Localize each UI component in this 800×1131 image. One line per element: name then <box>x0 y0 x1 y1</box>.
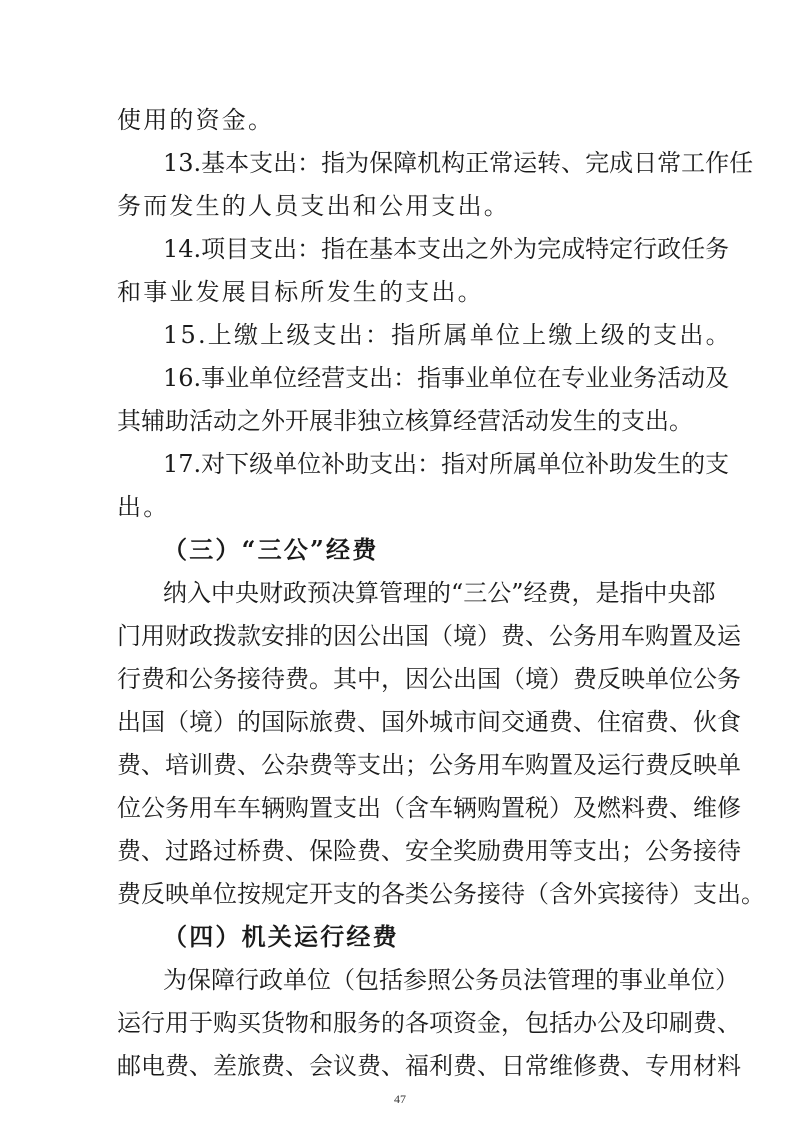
text-line: 纳入中央财政预决算管理的“三公”经费，是指中央部 <box>163 579 716 607</box>
text-line: 和事业发展目标所发生的支出。 <box>117 278 484 306</box>
text-line: 运行用于购买货物和服务的各项资金，包括办公及印刷费、 <box>117 1009 741 1037</box>
text-line: 费反映单位按规定开支的各类公务接待（含外宾接待）支出。 <box>117 880 765 908</box>
text-line: 费、过路过桥费、保险费、安全奖励费用等支出；公务接待 <box>117 837 741 865</box>
page-number: 47 <box>394 1092 406 1106</box>
text-line: 邮电费、差旅费、会议费、福利费、日常维修费、专用材料 <box>117 1052 741 1080</box>
text-line: 出。 <box>117 493 170 521</box>
text-line: 14.项目支出：指在基本支出之外为完成特定行政任务 <box>163 235 730 263</box>
text-line: 16.事业单位经营支出：指事业单位在专业业务活动及 <box>163 364 730 392</box>
text-line: 费、培训费、公杂费等支出；公务用车购置及运行费反映单 <box>117 751 741 779</box>
text-line: 其辅助活动之外开展非独立核算经营活动发生的支出。 <box>117 407 693 435</box>
text-line: 门用财政拨款安排的因公出国（境）费、公务用车购置及运 <box>117 622 741 650</box>
text-line: 位公务用车车辆购置支出（含车辆购置税）及燃料费、维修 <box>117 794 741 822</box>
section-heading: （四）机关运行经费 <box>163 922 399 951</box>
text-line: 17.对下级单位补助支出：指对所属单位补助发生的支 <box>163 450 730 478</box>
text-line: 为保障行政单位（包括参照公务员法管理的事业单位） <box>163 966 739 994</box>
text-line: 使用的资金。 <box>117 106 275 134</box>
text-line: 13.基本支出：指为保障机构正常运转、完成日常工作任 <box>163 149 754 177</box>
text-line: 出国（境）的国际旅费、国外城市间交通费、住宿费、伙食 <box>117 708 741 736</box>
text-line: 行费和公务接待费。其中，因公出国（境）费反映单位公务 <box>117 665 741 693</box>
text-line: 务而发生的人员支出和公用支出。 <box>117 192 510 220</box>
section-heading: （三）“三公”经费 <box>163 535 379 564</box>
text-line: 15.上缴上级支出：指所属单位上缴上级的支出。 <box>163 321 732 349</box>
